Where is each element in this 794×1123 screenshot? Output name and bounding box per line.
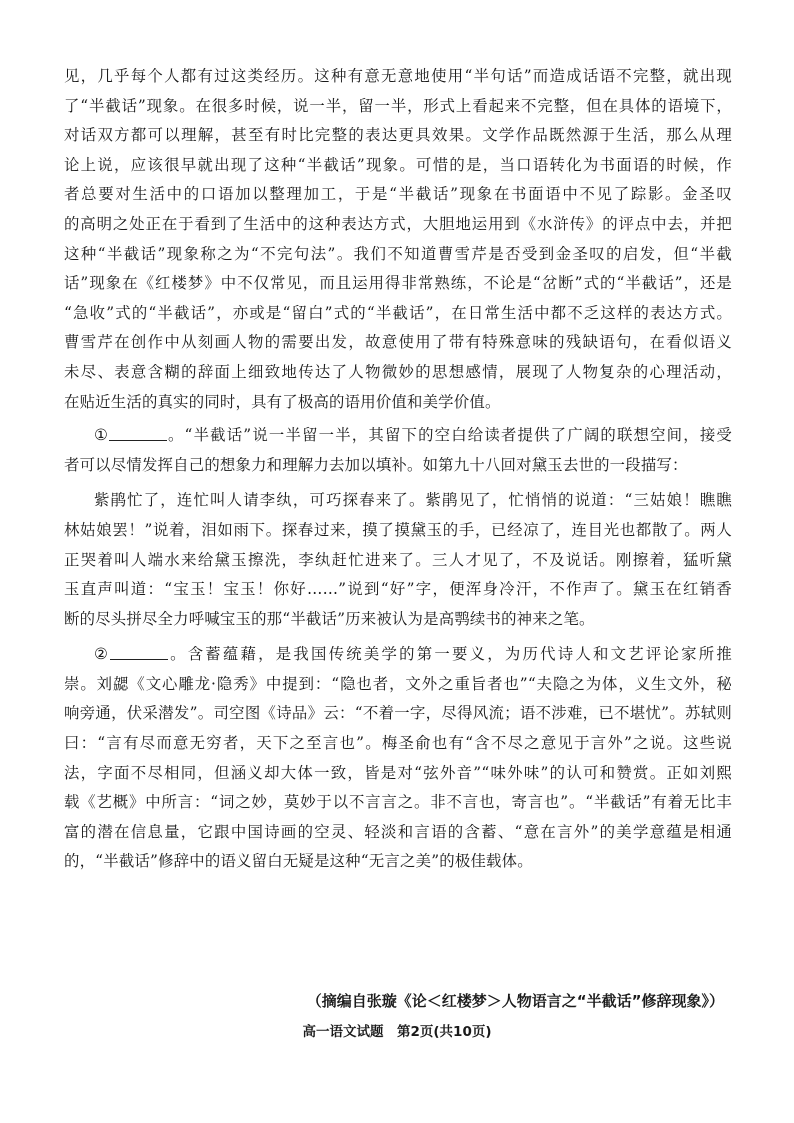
page-footer: 高一语文试题 第2页(共10页)	[302, 1024, 492, 1040]
text-line: 见，几乎每个人都有过这类经历。这种有意无意地使用“半句话”而造成话语不完整，就出现	[64, 67, 732, 85]
text-line: 这种“半截话”现象称之为“不完句法”。我们不知道曹雪芹是否受到金圣叹的启发，但“半截	[64, 244, 732, 263]
text-line: 者可以尽情发挥自己的想象力和理解力去加以填补。如第九十八回对黛玉去世的一段描写：	[64, 455, 688, 474]
quote-block	[64, 486, 732, 634]
text-line: 的高明之处正在于看到了生活中的这种表达方式，大胆地运用到《水浒传》的评点中去，并把	[64, 214, 732, 233]
quote-line: 紫鹃忙了，连忙叫人请李纨，可巧探春来了。紫鹃见了，忙悄悄的说道：“三姑娘！瞧瞧	[94, 491, 732, 510]
quote-line: 玉直声叫道：“宝玉！宝玉！你好……”说到“好”字，便浑身冷汗，不作声了。黛玉在红销香	[64, 580, 732, 599]
text-line-rest: 。含蓄蕴藉，是我国传统美学的第一要义，为历代诗人和文艺评论家所推	[168, 645, 732, 664]
article-body	[64, 62, 732, 877]
quote-line: 林姑娘罢！”说着，泪如雨下。探春过来，摸了摸黛玉的手，已经凉了，连目光也都散了。两人	[64, 520, 732, 539]
text-line: 对话双方都可以理解，甚至有时比完整的表达更具效果。文学作品既然源于生活，那么从理	[64, 126, 732, 145]
paragraph-3	[64, 640, 732, 877]
text-line: 未尽、表意含糊的辞面上细致地传达了人物微妙的思想感情，展现了人物复杂的心理活动，	[64, 362, 732, 381]
text-line: 在贴近生活的真实的同时，具有了极高的语用价值和美学价值。	[64, 392, 501, 411]
text-line-rest: 。“半截话”说一半留一半，其留下的空白给读者提供了广阔的联想空间，接受	[166, 426, 732, 445]
fill-blank-1	[109, 426, 167, 441]
fill-blank-2	[110, 645, 168, 660]
text-line: 载《艺概》中所言：“词之妙，莫妙于以不言言之。非不言也，寄言也”。“半截话”有着无比丰	[64, 793, 732, 812]
text-line	[64, 421, 732, 451]
text-line: 富的潜在信息量，它跟中国诗画的空灵、轻淡和言语的含蓄、“意在言外”的美学意蕴是相通	[64, 822, 732, 841]
item-number-1: ①	[94, 426, 109, 445]
text-line: 响旁通，伏采潜发”。司空图《诗品》云：“不着一字，尽得风流；语不涉难，已不堪忧”。苏轼则	[64, 704, 732, 723]
quote-line: 正哭着叫人端水来给黛玉擦洗，李纨赶忙进来了。三人才见了，不及说话。刚擦着，猛听黛	[64, 550, 732, 569]
item-number-2: ②	[94, 645, 111, 664]
text-line: 了“半截话”现象。在很多时候，说一半，留一半，形式上看起来不完整，但在具体的语境下，	[64, 96, 732, 115]
paragraph-2	[64, 421, 732, 480]
quote-line: 断的尽头拼尽全力呼喊宝玉的那“半截话”历来被认为是高鹗续书的神来之笔。	[64, 609, 595, 628]
text-line: “急收”式的“半截话”，亦或是“留白”式的“半截话”，在日常生活中都不乏这样的表达方式。	[64, 303, 732, 322]
text-line: 崇。刘勰《文心雕龙·隐秀》中提到：“隐也者，文外之重旨者也”“夫隐之为体，义生文外，秘	[64, 674, 732, 693]
text-line: 曰：“言有尽而意无穷者，天下之至言也”。梅圣俞也有“含不尽之意见于言外”之说。这些说	[64, 734, 732, 753]
text-line: 话”现象在《红楼梦》中不仅常见，而且运用得非常熟练，不论是“岔断”式的“半截话”，还是	[64, 274, 732, 293]
text-line: 者总要对生活中的口语加以整理加工，于是“半截话”现象在书面语中不见了踪影。金圣叹	[64, 185, 732, 204]
text-line	[64, 640, 732, 670]
paragraph-1	[64, 62, 732, 417]
text-line: 的，“半截话”修辞中的语义留白无疑是这种“无言之美”的极佳载体。	[64, 852, 533, 871]
text-line: 论上说，应该很早就出现了这种“半截话”现象。可惜的是，当口语转化为书面语的时候，作	[64, 155, 732, 174]
text-line: 曹雪芹在创作中从刻画人物的需要出发，故意使用了带有特殊意味的残缺语句，在看似语义	[64, 333, 732, 352]
source-citation: （摘编自张璇《论＜红楼梦＞人物语言之“半截话”修辞现象》）	[306, 992, 724, 1010]
text-line: 法，字面不尽相同，但涵义却大体一致，皆是对“弦外音”“味外味”的认可和赞赏。正如刘熙	[64, 763, 732, 782]
